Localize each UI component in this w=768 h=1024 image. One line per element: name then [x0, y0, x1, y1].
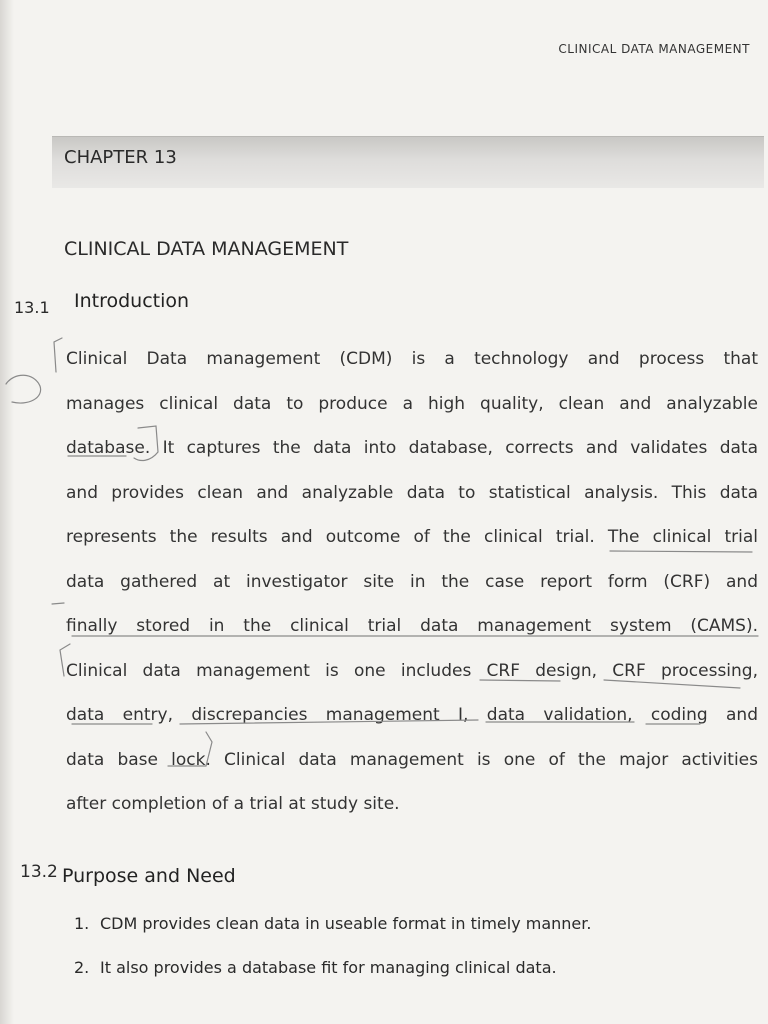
section-number: 13.2 [20, 862, 58, 882]
chapter-banner [52, 136, 764, 188]
paragraph-line: Clinical data management is one includes CRF design, CRF processing, [66, 660, 758, 681]
paragraph-line: data entry, discrepancies management I, data validation, coding and [66, 705, 758, 725]
running-header: CLINICAL DATA MANAGEMENT [558, 42, 750, 56]
chapter-title: CLINICAL DATA MANAGEMENT [64, 238, 349, 260]
paragraph-line: manages clinical data to produce a high quality, clean and analyzable [66, 393, 758, 414]
paragraph-line: Clinical Data management (CDM) is a technology and process that [66, 349, 758, 369]
paragraph-line: database. It captures the data into database, corrects and validates data [66, 438, 758, 458]
list-item [74, 914, 591, 933]
paragraph-line: data base lock. Clinical data management is one of the major activities [66, 749, 758, 770]
paragraph-line: finally stored in the clinical trial data management system (CAMS). [66, 616, 758, 636]
chapter-label: CHAPTER 13 [64, 147, 177, 168]
bracket-mark [54, 338, 62, 372]
underline-mark [52, 603, 64, 604]
section-number: 13.1 [14, 298, 50, 317]
section-title: Introduction [74, 290, 190, 312]
list-item-text: It also provides a database fit for managing clinical data. [100, 958, 557, 977]
paragraph-line: after completion of a trial at study site. [66, 794, 400, 814]
paragraph-line: data gathered at investigator site in the case report form (CRF) and [66, 571, 758, 592]
paragraph-line: represents the results and outcome of the clinical trial. The clinical trial [66, 527, 758, 547]
list-item-number: 1. [74, 914, 90, 933]
list-item [74, 958, 557, 977]
list-item-text: CDM provides clean data in useable format in timely manner. [100, 914, 592, 933]
page-binding-shadow [0, 0, 14, 1024]
paragraph-line: and provides clean and analyzable data to statistical analysis. This data [66, 482, 758, 503]
intro-paragraph [66, 337, 758, 827]
section-title: Purpose and Need [62, 865, 236, 887]
list-item-number: 2. [74, 958, 90, 977]
